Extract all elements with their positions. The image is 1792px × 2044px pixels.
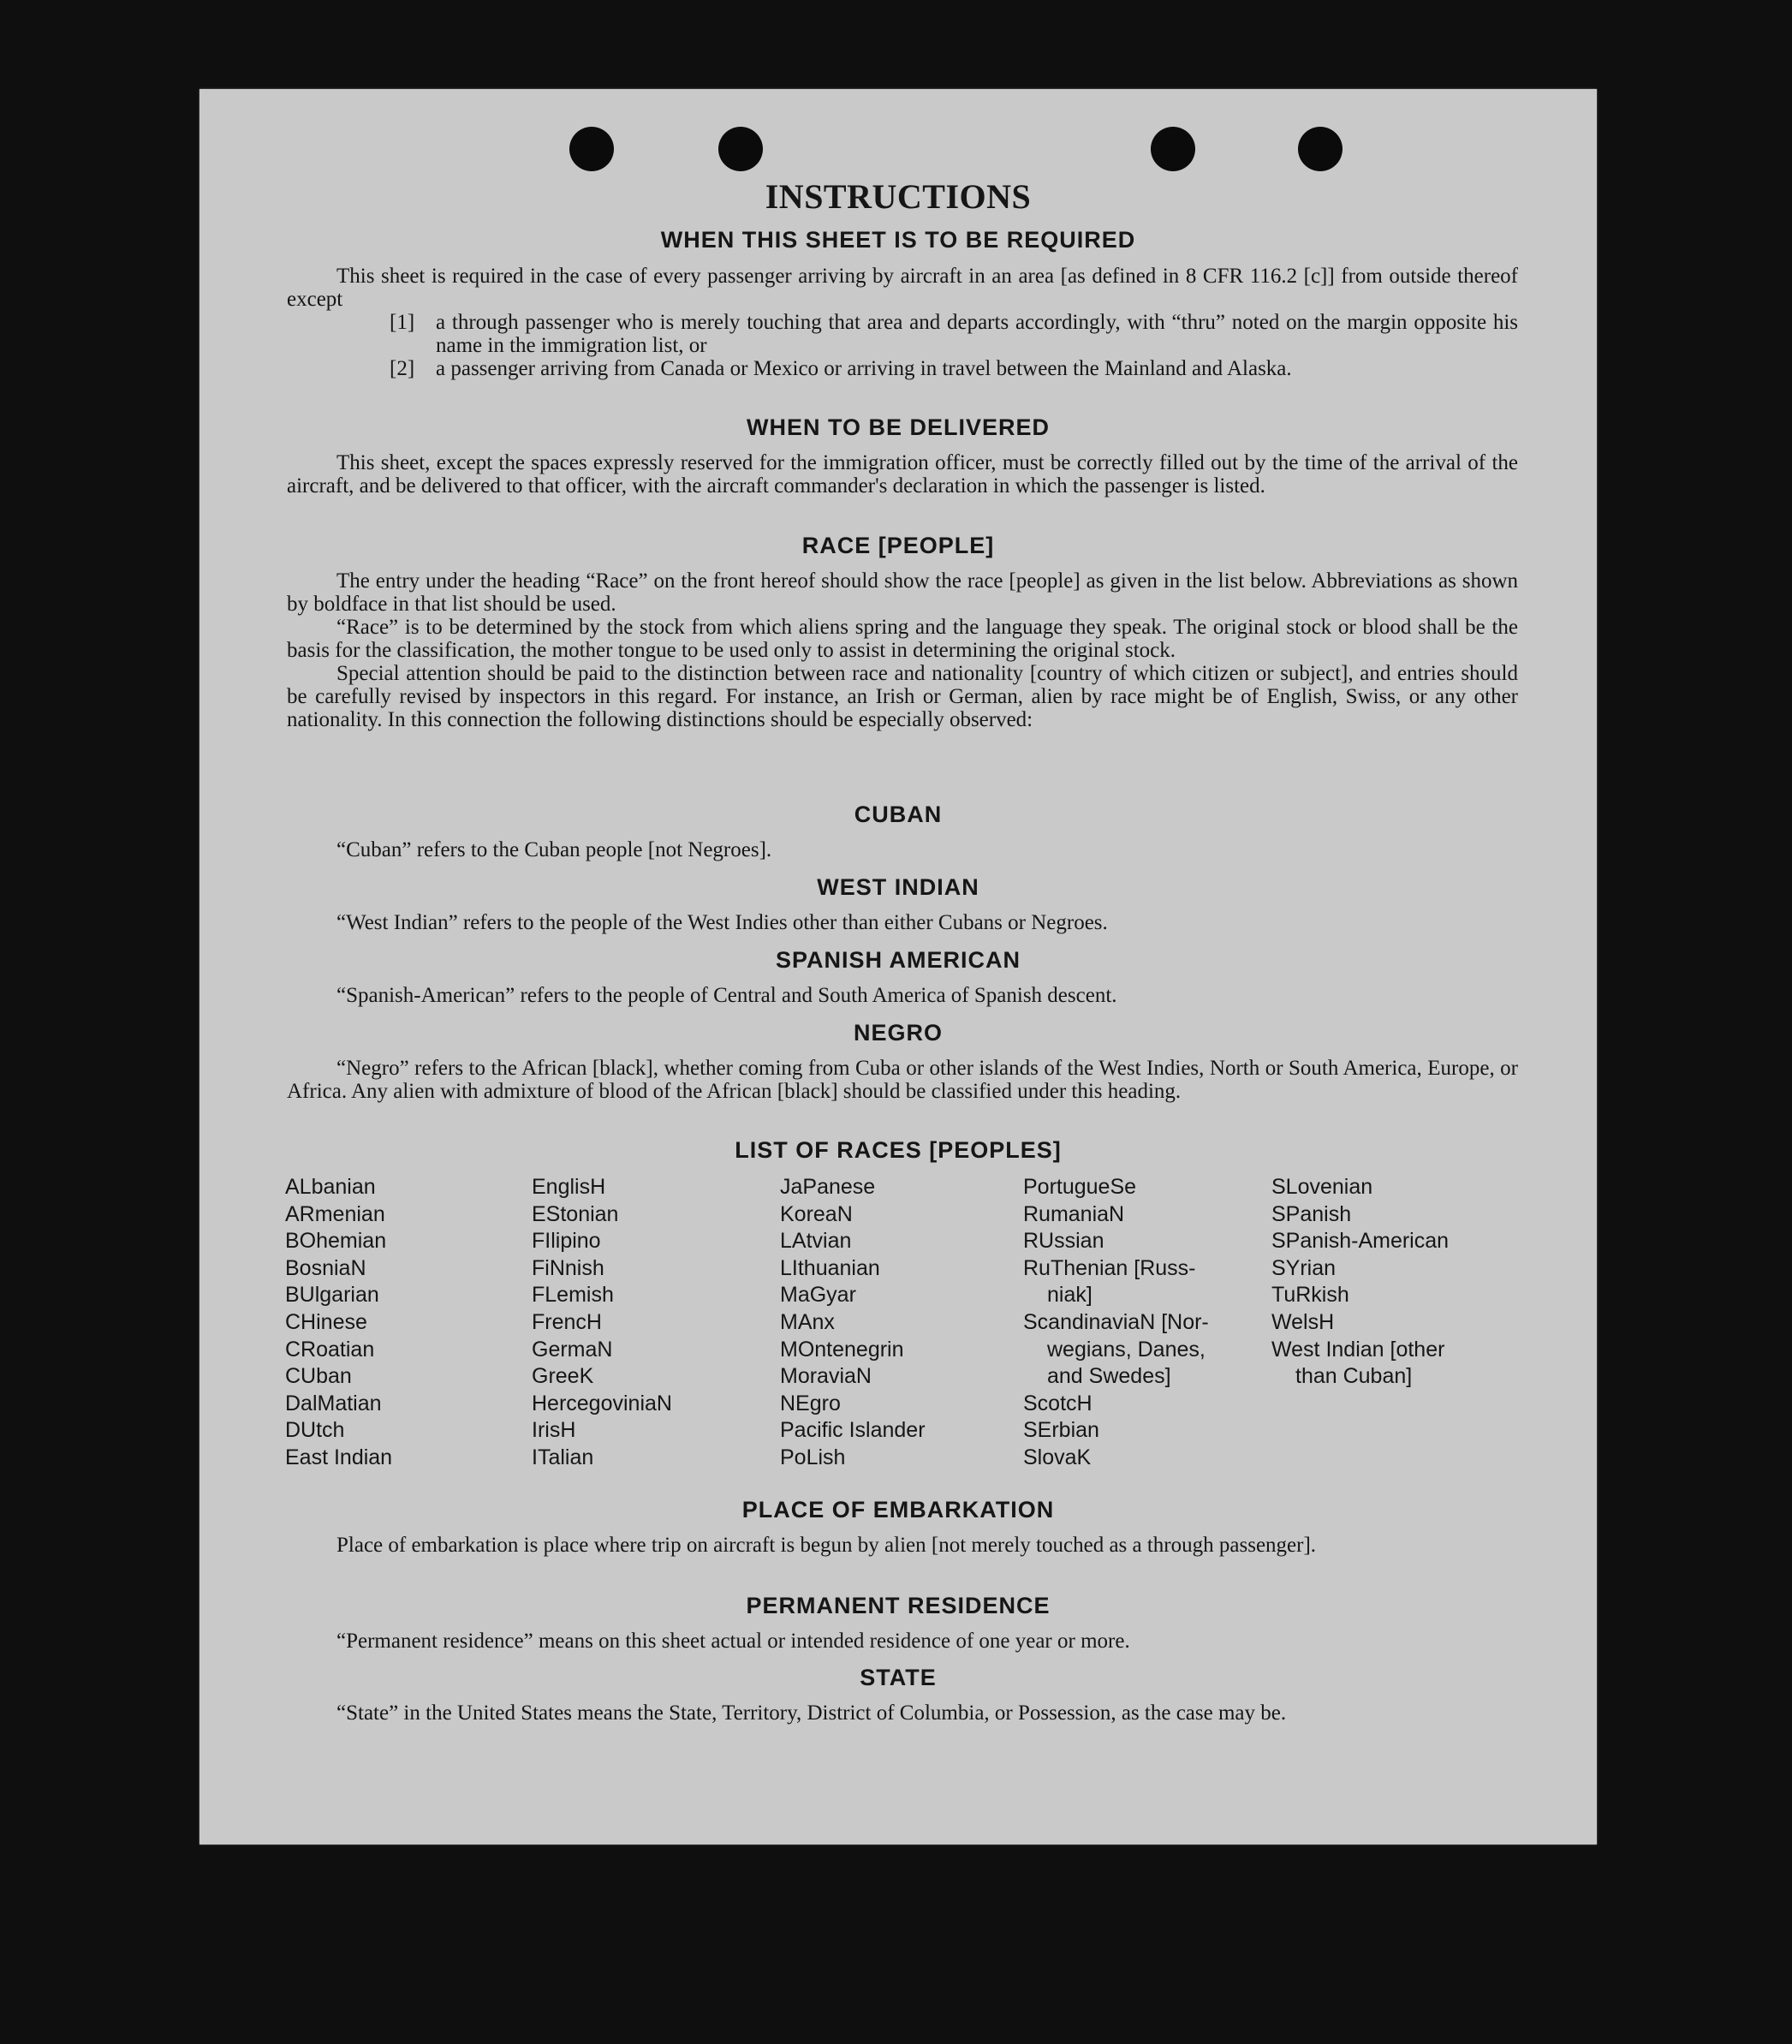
heading-when-required: WHEN THIS SHEET IS TO BE REQUIRED xyxy=(660,227,1136,253)
race-entry: than Cuban] xyxy=(1295,1364,1413,1389)
exception-number: [2] xyxy=(390,357,415,380)
race-entry: CHinese xyxy=(285,1309,367,1334)
section-place-of-embarkation xyxy=(287,1534,1518,1557)
punch-hole xyxy=(1298,127,1343,171)
negro-text: “Negro” refers to the African [black], whether coming from Cuba or other islands of the West Indies, North or South America, Europe, or Africa. Any alien with admixture of blood of the African [black] should be classified under this heading. xyxy=(287,1057,1518,1103)
race-paragraph-2: “Race” is to be determined by the stock from which aliens spring and the language they speak. The original stock or blood shall be the basis for the classification, the mother tongue to be used only to assist in determining the original stock. xyxy=(287,616,1518,662)
document-page xyxy=(199,89,1597,1844)
race-entry: DUtch xyxy=(285,1418,345,1443)
exception-item xyxy=(287,357,1518,380)
race-entry: SErbian xyxy=(1023,1418,1099,1443)
race-entry: IrisH xyxy=(532,1418,576,1443)
exception-text: a through passenger who is merely touching that area and departs accordingly, with “thru” noted on the margin opposite his name in the immigration list, or xyxy=(436,311,1518,357)
heading-spanish-american: SPANISH AMERICAN xyxy=(775,947,1021,973)
race-entry: CRoatian xyxy=(285,1337,375,1362)
race-entry: FrencH xyxy=(532,1309,602,1334)
heading-state: STATE xyxy=(860,1665,937,1690)
race-entry: FLemish xyxy=(532,1283,614,1308)
race-entry: SlovaK xyxy=(1023,1445,1092,1469)
page-title: INSTRUCTIONS xyxy=(765,177,1032,216)
delivered-text: This sheet, except the spaces expressly reserved for the immigration officer, must be correctly filled out by the time of the arrival of the aircraft, and be delivered to that officer, with the aircraft commander's declaration in which the passenger is listed. xyxy=(287,451,1518,498)
spanish-american-text: “Spanish-American” refers to the people of Central and South America of Spanish descent. xyxy=(336,984,1117,1007)
race-entry: JaPanese xyxy=(780,1175,876,1199)
race-entry: GreeK xyxy=(532,1364,594,1389)
cuban-text: “Cuban” refers to the Cuban people [not Negroes]. xyxy=(336,838,772,861)
race-entry: ALbanian xyxy=(285,1175,376,1199)
race-entry: PoLish xyxy=(780,1445,846,1469)
heading-west-indian: WEST INDIAN xyxy=(817,874,979,900)
section-permanent-residence xyxy=(287,1630,1518,1653)
residence-text: “Permanent residence” means on this sheet actual or intended residence of one year or more. xyxy=(336,1630,1130,1653)
race-entry: NEgro xyxy=(780,1391,841,1415)
race-entry: CUban xyxy=(285,1364,352,1389)
race-entry: FIlipino xyxy=(532,1229,601,1254)
heading-permanent-residence: PERMANENT RESIDENCE xyxy=(746,1593,1051,1618)
race-entry: SPanish-American xyxy=(1271,1229,1450,1254)
race-entry: Pacific Islander xyxy=(780,1418,926,1443)
race-entry: RumaniaN xyxy=(1023,1201,1125,1226)
section-when-required xyxy=(287,265,1518,380)
race-entry: MoraviaN xyxy=(780,1364,872,1389)
state-text: “State” in the United States means the State, Territory, District of Columbia, or Possession, as the case may be. xyxy=(336,1701,1287,1725)
race-entry: MAnx xyxy=(780,1309,835,1334)
race-entry: ARmenian xyxy=(285,1201,385,1226)
race-entry: RuThenian [Russ- xyxy=(1023,1255,1196,1280)
race-entry: WelsH xyxy=(1271,1309,1335,1334)
race-entry: East Indian xyxy=(285,1445,393,1469)
race-entry: HercegoviniaN xyxy=(532,1391,672,1415)
race-entry: BOhemian xyxy=(285,1229,387,1254)
heading-place-of-embarkation: PLACE OF EMBARKATION xyxy=(741,1497,1055,1523)
race-entry: SLovenian xyxy=(1271,1175,1373,1199)
race-entry: and Swedes] xyxy=(1047,1364,1171,1389)
required-intro: This sheet is required in the case of every passenger arriving by aircraft in an area [as defined in 8 CFR 116.2 [c]] from outside thereof except xyxy=(287,265,1518,311)
exception-item xyxy=(287,311,1518,357)
section-cuban xyxy=(287,838,1518,861)
race-entry: BosniaN xyxy=(285,1255,366,1280)
race-entry: MOntenegrin xyxy=(780,1337,904,1362)
race-entry: KoreaN xyxy=(780,1201,853,1226)
race-entry: ITalian xyxy=(532,1445,594,1469)
race-paragraph-1: The entry under the heading “Race” on the front hereof should show the race [people] as given in the list below. Abbreviations as shown by boldface in that list should be used. xyxy=(287,569,1518,616)
race-entry: LAtvian xyxy=(780,1229,852,1254)
punch-hole xyxy=(569,127,614,171)
race-entry: FiNnish xyxy=(532,1255,604,1280)
race-entry: ScandinaviaN [Nor- xyxy=(1023,1309,1209,1334)
race-entry: EnglisH xyxy=(532,1175,606,1199)
race-entry: ScotcH xyxy=(1023,1391,1092,1415)
race-entry: SPanish xyxy=(1271,1201,1352,1226)
section-negro xyxy=(287,1057,1518,1103)
race-entry: MaGyar xyxy=(780,1283,856,1308)
punch-hole xyxy=(718,127,763,171)
race-entry: niak] xyxy=(1047,1283,1092,1308)
section-spanish-american xyxy=(287,984,1518,1007)
exception-number: [1] xyxy=(390,311,415,334)
race-entry: RUssian xyxy=(1023,1229,1104,1254)
section-race xyxy=(287,569,1518,731)
race-entry: TuRkish xyxy=(1271,1283,1349,1308)
heading-list-of-races: LIST OF RACES [PEOPLES] xyxy=(735,1137,1062,1163)
exception-text: a passenger arriving from Canada or Mexico or arriving in travel between the Mainland and Alaska. xyxy=(436,357,1292,380)
embarkation-text: Place of embarkation is place where trip on aircraft is begun by alien [not merely touched as a through passenger]. xyxy=(336,1534,1317,1557)
section-west-indian xyxy=(287,911,1518,934)
punch-hole xyxy=(1151,127,1195,171)
races-column xyxy=(285,1174,392,1472)
race-entry: EStonian xyxy=(532,1201,619,1226)
west-indian-text: “West Indian” refers to the people of the West Indies other than either Cubans or Negroes. xyxy=(336,911,1108,934)
race-entry: wegians, Danes, xyxy=(1047,1337,1206,1362)
section-state xyxy=(287,1701,1518,1725)
races-column xyxy=(1271,1174,1449,1391)
heading-race: RACE [PEOPLE] xyxy=(801,533,995,558)
race-paragraph-3: Special attention should be paid to the distinction between race and nationality [country of which citizen or subject], and entries should be carefully revised by inspectors in this regard. For instance, an Irish or German, alien by race might be of English, Swiss, or any other nationality. In this connection the following distinctions should be especially observed: xyxy=(287,662,1518,731)
race-entry: West Indian [other xyxy=(1271,1337,1445,1362)
section-when-delivered xyxy=(287,451,1518,498)
heading-cuban: CUBAN xyxy=(854,802,943,827)
race-entry: SYrian xyxy=(1271,1255,1337,1280)
races-column xyxy=(1023,1174,1209,1472)
races-column xyxy=(780,1174,926,1472)
race-entry: PortugueSe xyxy=(1023,1175,1137,1199)
race-entry: DalMatian xyxy=(285,1391,382,1415)
race-entry: LIthuanian xyxy=(780,1255,880,1280)
heading-negro: NEGRO xyxy=(853,1020,943,1046)
race-entry: BUlgarian xyxy=(285,1283,379,1308)
races-column xyxy=(532,1174,672,1472)
heading-when-delivered: WHEN TO BE DELIVERED xyxy=(746,414,1051,440)
race-entry: GermaN xyxy=(532,1337,613,1362)
